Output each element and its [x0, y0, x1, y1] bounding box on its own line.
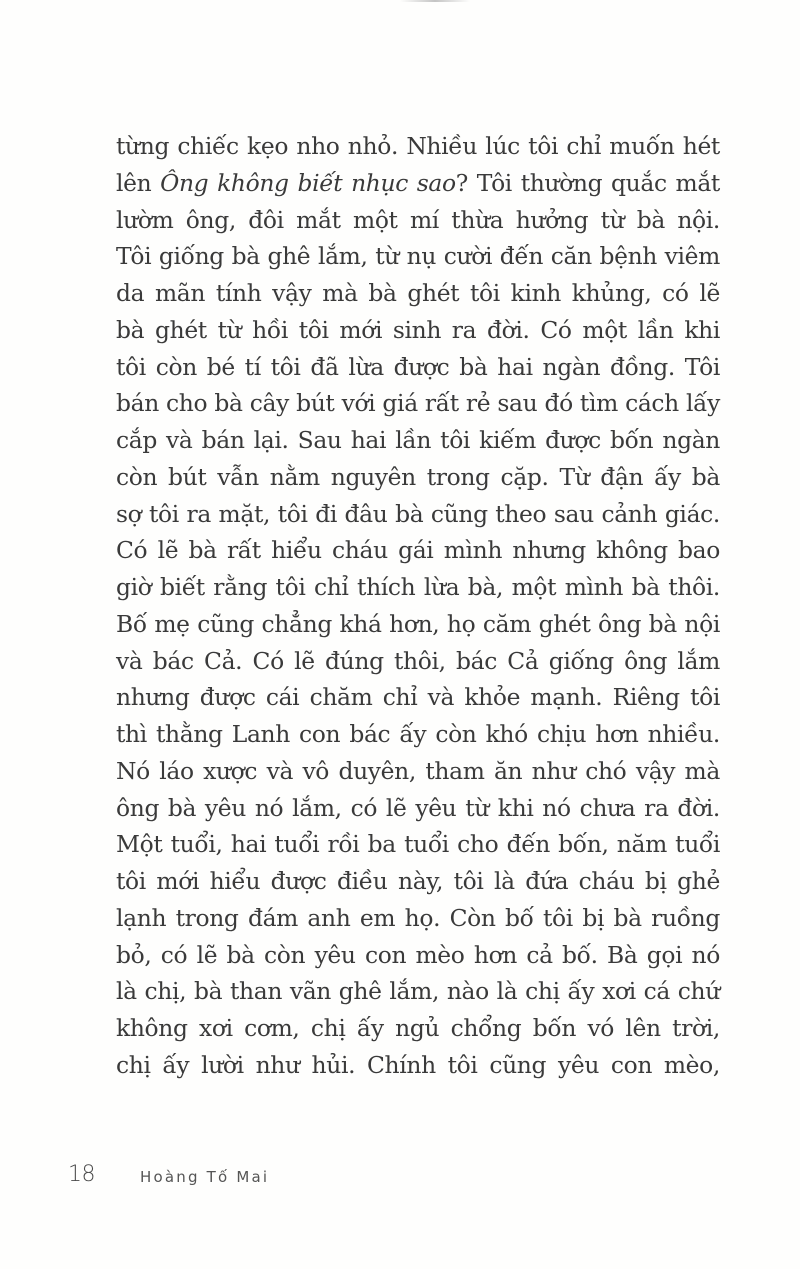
text-line — [116, 165, 720, 202]
text-line: còn bút vẫn nằm nguyên trong cặp. Từ đận ấy bà — [116, 462, 720, 491]
text-line: nhưng được cái chăm chỉ và khỏe mạnh. Riêng tôi — [116, 683, 720, 712]
text-line: Tôi giống bà ghê lắm, từ nụ cười đến căn bệnh viêm — [116, 242, 720, 271]
text-line: và bác Cả. Có lẽ đúng thôi, bác Cả giống ông lắm — [116, 646, 720, 675]
text-line: tôi mới hiểu được điều này, tôi là đứa cháu bị ghẻ — [116, 867, 720, 895]
text-line: bán cho bà cây bút với giá rất rẻ sau đó tìm cách lấy — [116, 389, 720, 418]
text-line: Nó láo xược và vô duyên, tham ăn như chó vậy mà — [116, 756, 720, 785]
text-line: từng chiếc kẹo nho nhỏ. Nhiều lúc tôi chỉ muốn hét — [116, 132, 720, 160]
text-line: Một tuổi, hai tuổi rồi ba tuổi cho đến bốn, năm tuổi — [116, 830, 720, 859]
running-footer-author: Hoàng Tố Mai — [140, 1168, 270, 1186]
page-edge-shadow — [400, 0, 470, 2]
body-text — [116, 128, 720, 1084]
text-line: là chị, bà than vãn ghê lắm, nào là chị ấy xơi cá chứ — [116, 977, 720, 1006]
text-line: bỏ, có lẽ bà còn yêu con mèo hơn cả bố. Bà gọi nó — [116, 940, 720, 969]
text-line: không xơi cơm, chị ấy ngủ chổng bốn vó lên trời, — [116, 1014, 720, 1042]
page-footer — [0, 1162, 800, 1194]
text-line: giờ biết rằng tôi chỉ thích lừa bà, một mình bà thôi. — [116, 573, 720, 601]
text-line: cắp và bán lại. Sau hai lần tôi kiếm được bốn ngàn — [116, 426, 720, 454]
page-number: 18 — [68, 1162, 95, 1187]
text-line: chị ấy lười như hủi. Chính tôi cũng yêu con mèo, — [116, 1050, 720, 1079]
text-line: lạnh trong đám anh em họ. Còn bố tôi bị bà ruồng — [116, 903, 720, 932]
text-line: tôi còn bé tí tôi đã lừa được bà hai ngàn đồng. Tôi — [116, 352, 720, 381]
text-segment: ? Tôi thường quắc mắt — [455, 168, 720, 197]
text-line: lườm ông, đôi mắt một mí thừa hưởng từ bà nội. — [116, 205, 720, 234]
text-line: da mãn tính vậy mà bà ghét tôi kinh khủng, có lẽ — [116, 279, 720, 307]
italic-phrase: Ông không biết nhục sao — [160, 168, 456, 197]
text-segment: lên — [116, 168, 161, 197]
text-line: ông bà yêu nó lắm, có lẽ yêu từ khi nó chưa ra đời. — [116, 793, 720, 822]
text-line: Có lẽ bà rất hiểu cháu gái mình nhưng không bao — [116, 536, 720, 565]
text-line: sợ tôi ra mặt, tôi đi đâu bà cũng theo sau cảnh giác. — [116, 499, 720, 528]
text-line: thì thằng Lanh con bác ấy còn khó chịu hơn nhiều. — [116, 720, 720, 748]
text-line: bà ghét từ hồi tôi mới sinh ra đời. Có một lần khi — [116, 315, 720, 344]
text-line: Bố mẹ cũng chẳng khá hơn, họ căm ghét ông bà nội — [116, 609, 720, 638]
